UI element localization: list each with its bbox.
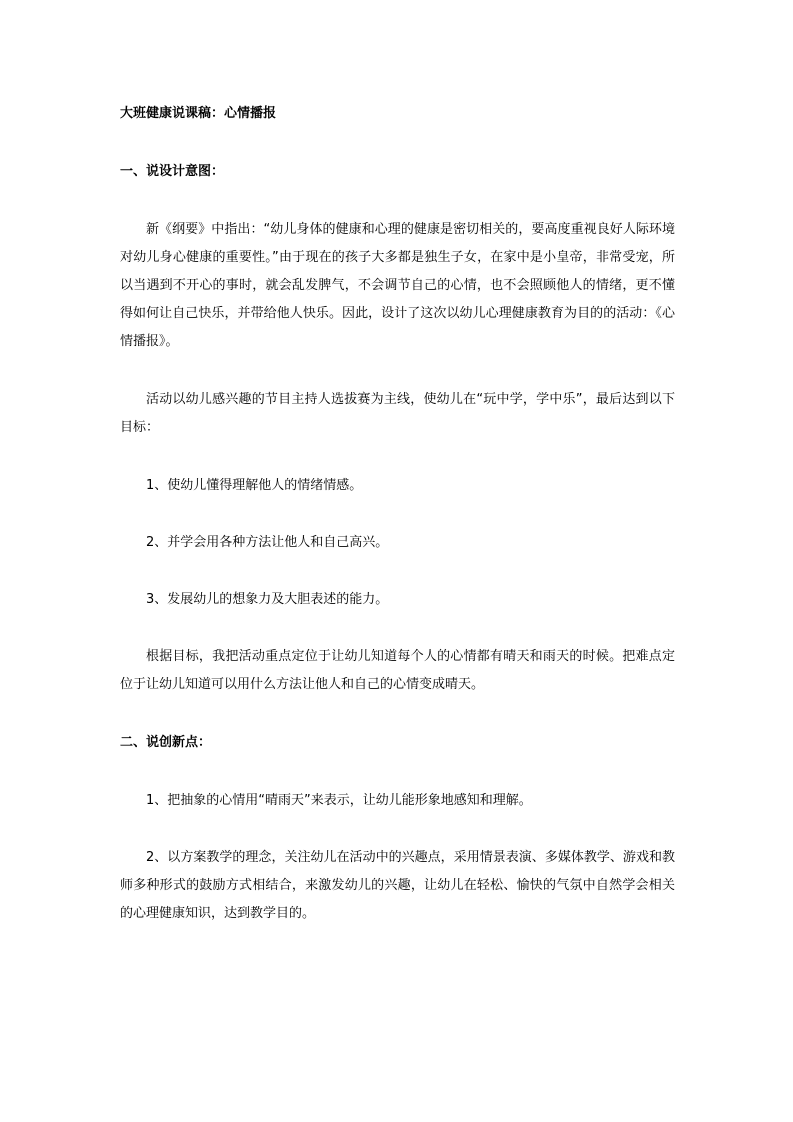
- document-body: [120, 100, 675, 958]
- innovation-point: 2、以方案教学的理念，关注幼儿在活动中的兴趣点，采用情景表演、多媒体教学、游戏和教师多种形式的鼓励方式相结合，来激发幼儿的兴趣，让幼儿在轻松、愉快的气氛中自然学会相关的心理健康知识，达到教学目的。: [120, 850, 675, 921]
- goal-item: 3、发展幼儿的想象力及大胆表述的能力。: [146, 592, 389, 607]
- section-heading-design-intent: 一、说设计意图：: [120, 164, 225, 179]
- paragraph-intro: 新《纲要》中指出：“幼儿身体的健康和心理的健康是密切相关的，要高度重视良好人际环境对幼儿身心健康的重要性。”由于现在的孩子大多都是独生子女，在家中是小皇帝，非常受宠，所以当遇到不开心的事时，就会乱发脾气，不会调节自己的心情，也不会照顾他人的情绪，更不懂得如何让自己快乐，并带给他人快乐。因此，设计了这次以幼儿心理健康教育为目的的活动：《心情播报》。: [120, 222, 675, 349]
- section-heading-innovation: 二、说创新点：: [120, 735, 212, 750]
- innovation-point: 1、把抽象的心情用“晴雨天”来表示，让幼儿能形象地感知和理解。: [146, 793, 532, 808]
- goal-item: 1、使幼儿懂得理解他人的情绪情感。: [146, 478, 363, 493]
- paragraph-activity: 活动以幼儿感兴趣的节目主持人选拔赛为主线，使幼儿在“玩中学，学中乐”，最后达到以下目标：: [120, 392, 675, 435]
- goal-item: 2、并学会用各种方法让他人和自己高兴。: [146, 535, 389, 550]
- paragraph-key-points: 根据目标，我把活动重点定位于让幼儿知道每个人的心情都有晴天和雨天的时候。把难点定位于让幼儿知道可以用什么方法让他人和自己的心情变成晴天。: [120, 649, 675, 692]
- document-title: 大班健康说课稿：心情播报: [120, 106, 277, 121]
